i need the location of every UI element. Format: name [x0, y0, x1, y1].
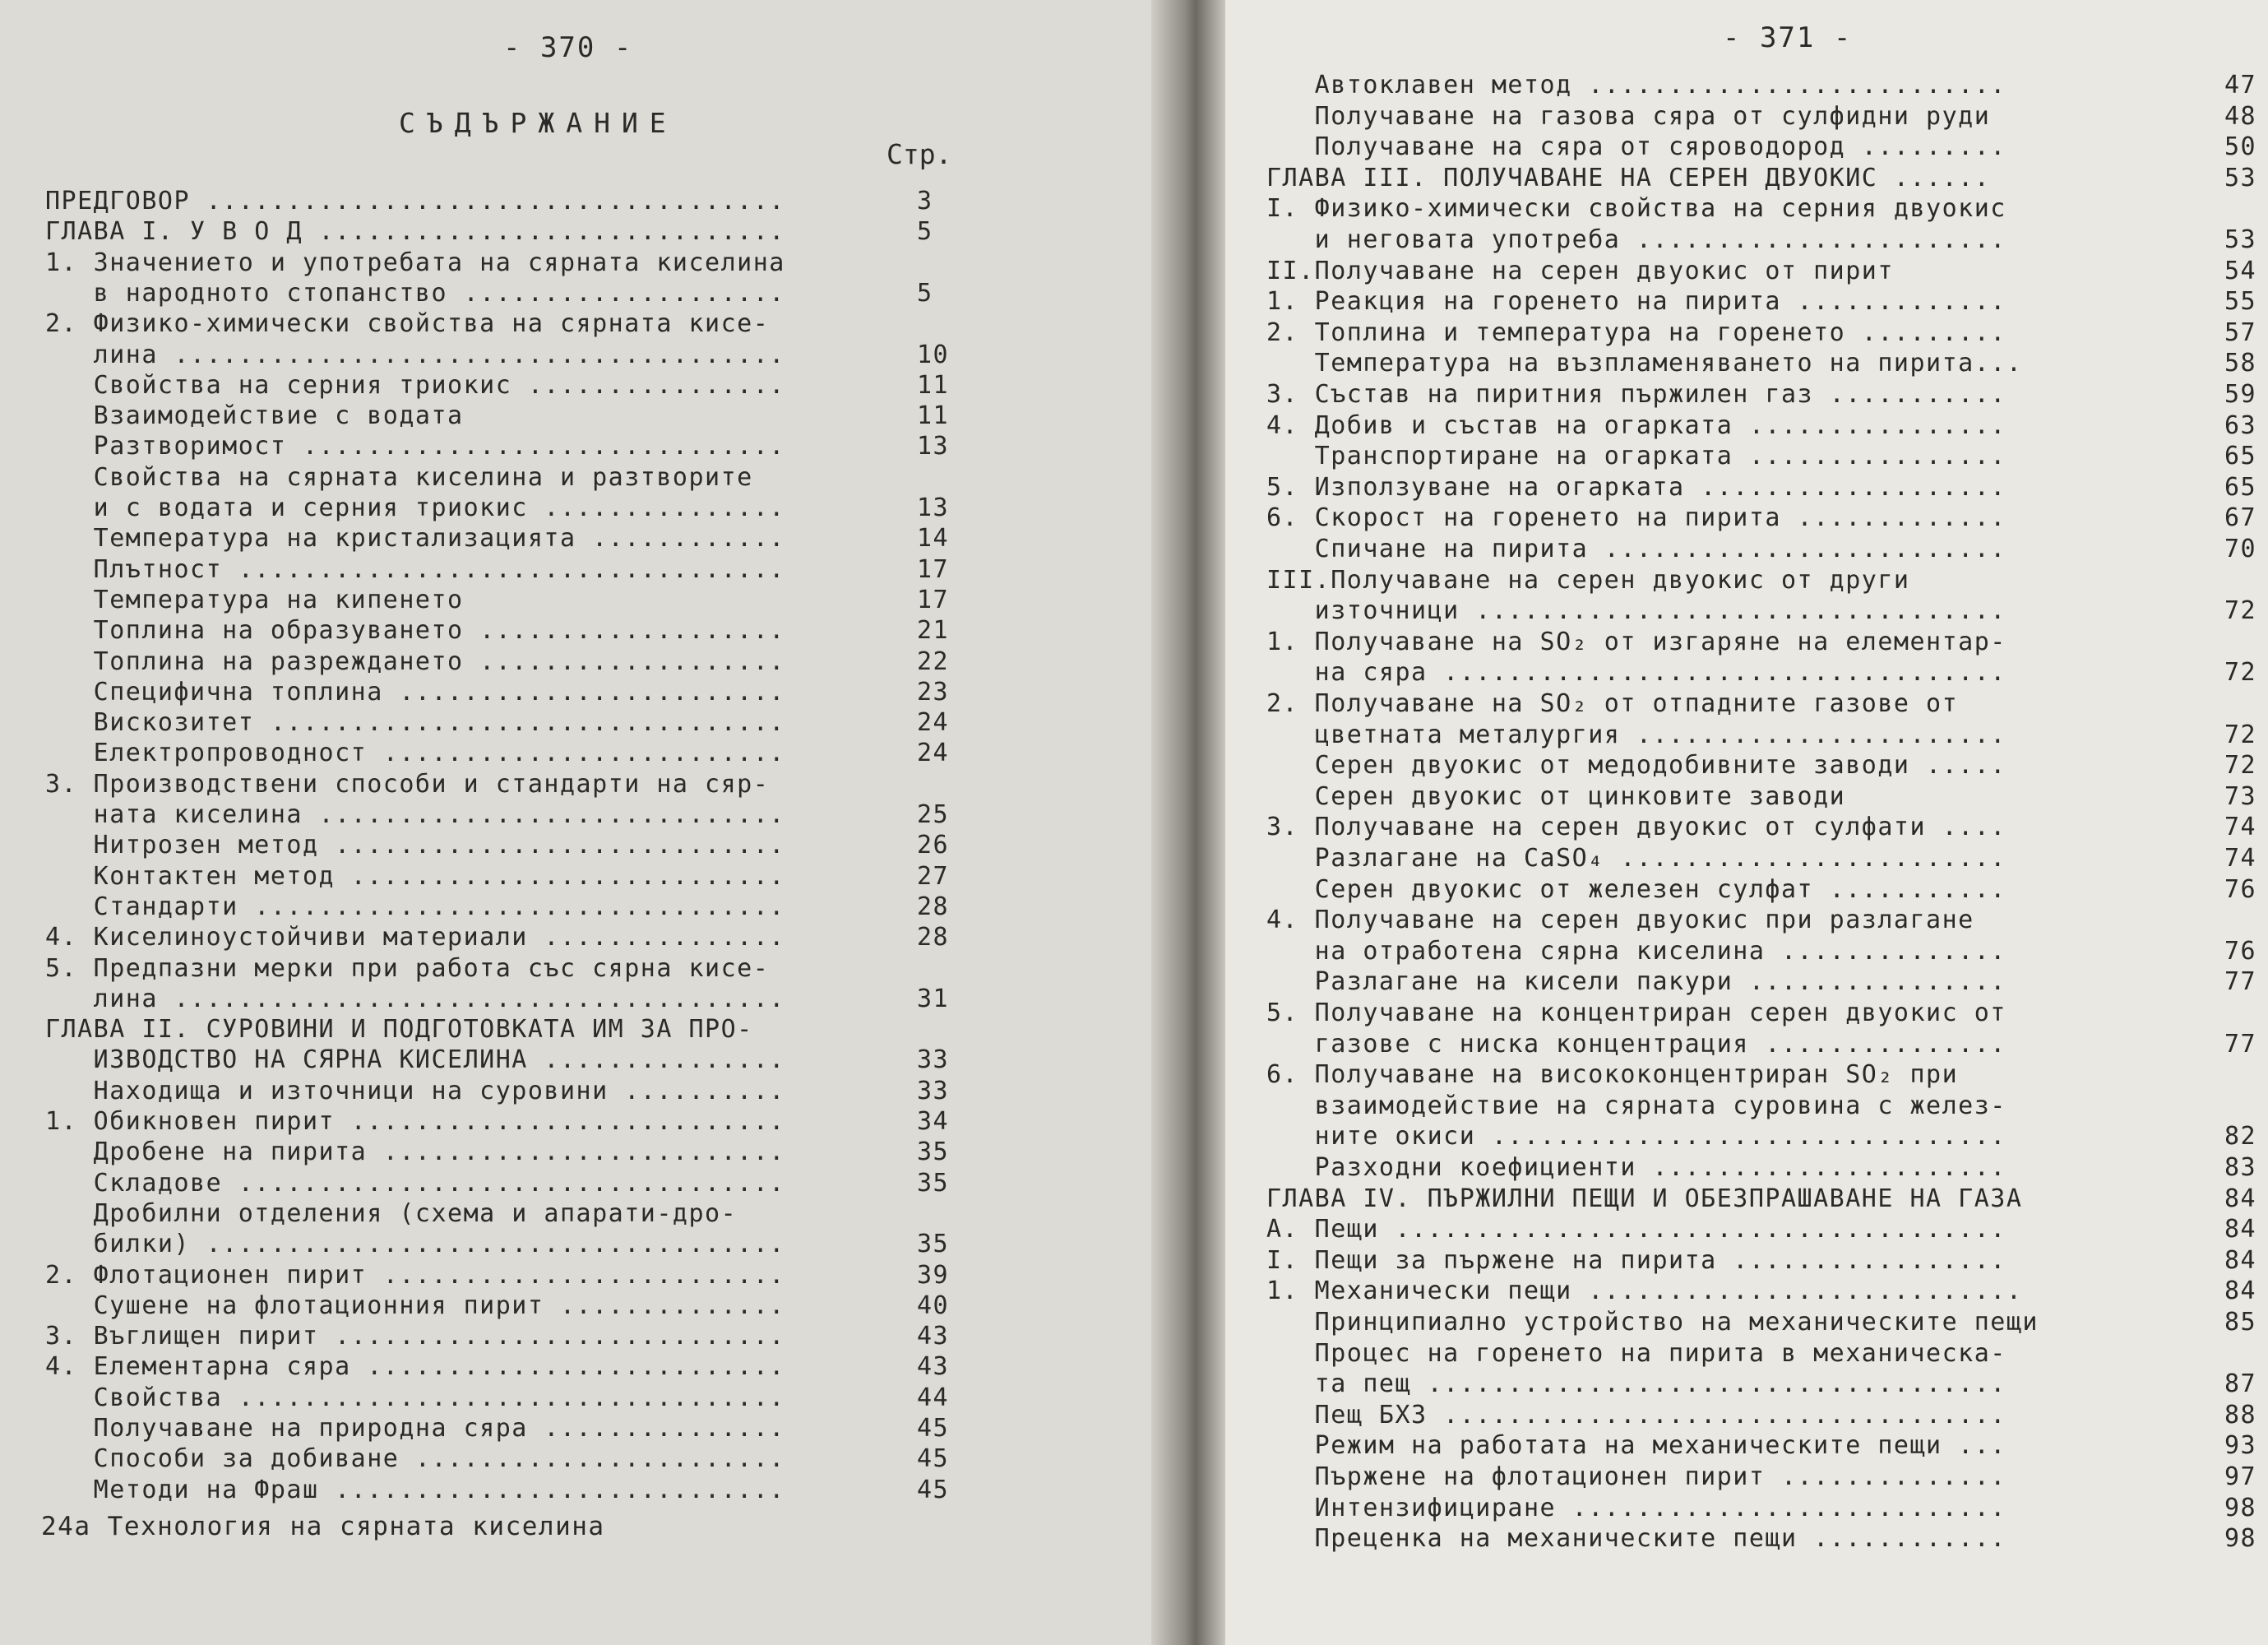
- toc-entry-title: III.Получаване на серен двуокис от други: [1266, 565, 1910, 595]
- toc-entry: [1266, 905, 2245, 936]
- page-title: СЪДЪРЖАНИЕ: [399, 107, 678, 139]
- toc-entry-title: Пържене на флотационен пирит ..............: [1266, 1462, 2006, 1491]
- toc-entry-title: II.Получаване на серен двуокис от пирит: [1266, 256, 1894, 285]
- toc-entry-page: 31: [917, 984, 950, 1013]
- toc-entry: [1266, 657, 2257, 688]
- toc-entry-page: 55: [2224, 287, 2257, 317]
- toc-entry-page: 76: [2224, 874, 2257, 904]
- toc-entry-title: Получаване на сяра от сяроводород .........: [1266, 132, 2006, 162]
- toc-entry: [45, 892, 974, 923]
- toc-entry-page: 28: [917, 923, 950, 952]
- toc-entry-page: 39: [917, 1260, 950, 1290]
- toc-entry: [1266, 1214, 2257, 1245]
- toc-entry-title: I. Пещи за пържене на пирита .................: [1266, 1245, 2006, 1275]
- toc-entry-page: 10: [917, 340, 950, 369]
- toc-entry-title: Разлагане на кисели пакури ................: [1266, 967, 2006, 997]
- toc-entry-page: 17: [917, 585, 950, 614]
- toc-entry-page: 63: [2224, 410, 2257, 440]
- toc-entry-page: 74: [2224, 813, 2257, 842]
- toc-entry-title: Контактен метод ...........................: [45, 861, 785, 891]
- toc-entry-title: 1. Реакция на горенето на пирита .............: [1266, 287, 2006, 317]
- toc-entry-title: Получаване на газова сяра от сулфидни руди: [1266, 101, 1991, 131]
- toc-entry-title: на отработена сярна киселина ..............: [1266, 936, 2006, 966]
- toc-entry-page: 97: [2224, 1462, 2257, 1491]
- toc-entry: [45, 1106, 974, 1138]
- toc-entry: [45, 1076, 974, 1107]
- toc-entry: [1266, 441, 2257, 472]
- toc-entry: [1266, 565, 2245, 596]
- toc-entry-page: 72: [2224, 658, 2257, 688]
- toc-entry-title: 5. Използуване на огарката ...................: [1266, 472, 2006, 502]
- toc-entry-page: 83: [2224, 1153, 2257, 1182]
- toc-entry-title: цветната металургия .......................: [1266, 720, 2006, 749]
- toc-entry-page: 77: [2224, 1029, 2257, 1059]
- toc-entry-page: 53: [2224, 163, 2257, 192]
- toc-entry-page: 5: [917, 278, 933, 308]
- toc-entry: [45, 370, 974, 401]
- toc-entry-page: 28: [917, 892, 950, 921]
- toc-entry: [1266, 1430, 2257, 1462]
- toc-entry-page: 54: [2224, 256, 2257, 285]
- toc-entry-page: 84: [2224, 1215, 2257, 1244]
- toc-entry: [45, 216, 974, 248]
- book-gutter: [1151, 0, 1225, 1645]
- toc-entry: [1266, 1184, 2257, 1215]
- toc-entry-page: 34: [917, 1107, 950, 1136]
- toc-entry-title: Дробилни отделения (схема и апарати-дро-: [45, 1198, 738, 1228]
- toc-entry-page: 98: [2224, 1493, 2257, 1522]
- toc-entry: [45, 738, 974, 769]
- toc-entry-title: лина ......................................: [45, 340, 785, 369]
- toc-entry-title: 4. Получаване на серен двуокис при разлагане: [1266, 906, 1974, 935]
- toc-entry: [45, 984, 974, 1015]
- toc-entry-page: 57: [2224, 317, 2257, 347]
- toc-entry: [1266, 998, 2245, 1029]
- toc-entry: [1266, 379, 2257, 410]
- toc-entry-page: 84: [2224, 1277, 2257, 1306]
- toc-entry-page: 40: [917, 1291, 950, 1320]
- toc-entry: [45, 769, 974, 800]
- toc-entry-page: 11: [917, 401, 950, 431]
- toc-entry: [45, 1045, 974, 1076]
- toc-entry: [1266, 1493, 2257, 1524]
- toc-entry: [1266, 1091, 2245, 1122]
- toc-entry: [1266, 720, 2257, 751]
- toc-entry-title: ната киселина .............................: [45, 800, 785, 829]
- toc-entry: [45, 554, 974, 586]
- toc-entry: [45, 186, 974, 217]
- toc-entry-title: 4. Елементарна сяра ..........................: [45, 1352, 785, 1382]
- toc-entry-title: 2. Физико-химически свойства на сярната кисе-: [45, 309, 770, 339]
- toc-entry: [45, 1443, 974, 1475]
- toc-entry-title: Топлина на образуването ...................: [45, 616, 785, 646]
- toc-entry-page: 13: [917, 432, 950, 461]
- toc-entry-page: 24: [917, 708, 950, 738]
- toc-entry-title: Находища и източници на суровини ..........: [45, 1076, 785, 1105]
- toc-entry-title: 5. Получаване на концентриран серен двуокис от: [1266, 999, 2006, 1027]
- toc-entry-page: 45: [917, 1414, 950, 1443]
- toc-entry: [1266, 225, 2257, 256]
- toc-entry-title: ГЛАВА IV. ПЪРЖИЛНИ ПЕЩИ И ОБЕЗПРАШАВАНЕ НА ГАЗА: [1266, 1184, 2023, 1213]
- toc-entry-title: 2. Флотационен пирит .........................: [45, 1260, 785, 1290]
- toc-entry-title: Взаимодействие с водата: [45, 401, 464, 431]
- toc-entry: [1266, 1029, 2257, 1060]
- toc-entry-title: Свойства на сярната киселина и разтворите: [45, 462, 753, 492]
- toc-entry-title: Разлагане на CaSO₄ ........................: [1266, 844, 2006, 873]
- toc-entry-title: Свойства ..................................: [45, 1383, 785, 1412]
- toc-entry: [45, 1475, 974, 1506]
- toc-entry: [1266, 1338, 2245, 1369]
- toc-entry-page: 70: [2224, 535, 2257, 563]
- toc-entry: [45, 431, 974, 462]
- toc-entry-title: ГЛАВА I. У В О Д .............................: [45, 217, 785, 247]
- toc-entry-page: 67: [2224, 503, 2257, 533]
- toc-entry: [45, 1291, 974, 1322]
- toc-entry: [45, 278, 974, 309]
- toc-entry-page: 76: [2224, 936, 2257, 966]
- toc-entry: [1266, 750, 2257, 781]
- toc-entry-title: 2. Топлина и температура на горенето .........: [1266, 317, 2006, 347]
- footer-note: 24а Технология на сярната киселина: [41, 1512, 605, 1541]
- toc-entry: [45, 493, 974, 524]
- toc-entry-page: 25: [917, 800, 950, 829]
- toc-entry: [45, 340, 974, 371]
- toc-entry-title: 1. Обикновен пирит ...........................: [45, 1107, 785, 1136]
- toc-entry: [1266, 874, 2257, 906]
- toc-entry-title: ГЛАВА II. СУРОВИНИ И ПОДГОТОВКАТА ИМ ЗА ПРО-: [45, 1015, 753, 1045]
- toc-entry: [1266, 70, 2257, 101]
- toc-entry: [45, 799, 974, 831]
- toc-entry: [45, 1383, 974, 1414]
- toc-entry-title: Режим на работата на механическите пещи ...: [1266, 1431, 2006, 1461]
- toc-entry-page: 77: [2224, 967, 2257, 997]
- toc-entry-title: 3. Производствени способи и стандарти на сяр-: [45, 769, 770, 799]
- toc-entry: [45, 707, 974, 739]
- toc-entry-page: 65: [2224, 442, 2257, 471]
- toc-entry-title: Серен двуокис от железен сулфат ...........: [1266, 874, 2006, 904]
- toc-entry-title: та пещ ....................................: [1266, 1369, 2006, 1399]
- right-page: [1209, 0, 2268, 1645]
- toc-entry-page: 88: [2224, 1400, 2257, 1430]
- toc-entry: [1266, 966, 2257, 998]
- toc-entry: [45, 677, 974, 708]
- toc-entry-title: 6. Получаване на висококонцентриран SO₂ при: [1266, 1060, 1959, 1090]
- toc-entry-title: газове с ниска концентрация ...............: [1266, 1029, 2006, 1059]
- toc-entry-page: 27: [917, 861, 950, 891]
- toc-entry-page: 72: [2224, 751, 2257, 781]
- toc-entry-title: 3. Въглищен пирит ............................: [45, 1322, 785, 1351]
- toc-entry: [1266, 163, 2257, 194]
- toc-entry: [1266, 1400, 2257, 1431]
- toc-entry-page: 11: [917, 370, 950, 400]
- toc-entry-title: Температура на кристализацията ............: [45, 524, 785, 554]
- toc-entry-page: 14: [917, 524, 950, 554]
- toc-entry-title: Сушене на флотационния пирит ..............: [45, 1291, 785, 1320]
- page-number: - 371 -: [1723, 21, 1853, 54]
- toc-entry-page: 17: [917, 554, 950, 584]
- toc-entry-title: Плътност ..................................: [45, 554, 785, 584]
- toc-entry-page: 35: [917, 1168, 950, 1198]
- toc-entry-title: 2. Получаване на SO₂ от отпадните газове от: [1266, 689, 1959, 718]
- toc-entry-page: 3: [917, 187, 933, 215]
- toc-entry: [1266, 1276, 2257, 1307]
- toc-entry-title: Свойства на серния триокис ................: [45, 370, 785, 400]
- toc-entry-title: Процес на горенето на пирита в механическа-: [1266, 1338, 2006, 1368]
- toc-entry-page: 47: [2224, 71, 2257, 100]
- toc-entry-page: 33: [917, 1076, 950, 1105]
- toc-entry-page: 13: [917, 494, 950, 522]
- toc-entry: [45, 615, 974, 646]
- toc-entry-title: Електропроводност .........................: [45, 739, 785, 768]
- toc-entry: [45, 1413, 974, 1444]
- toc-entry-page: 45: [917, 1444, 950, 1474]
- toc-entry-title: 5. Предпазни мерки при работа със сярна кисе-: [45, 953, 770, 983]
- toc-entry: [1266, 286, 2257, 317]
- toc-entry: [1266, 1307, 2257, 1338]
- toc-entry-page: 72: [2224, 720, 2257, 749]
- toc-entry-title: ните окиси ................................: [1266, 1122, 2006, 1152]
- toc-entry-title: лина ......................................: [45, 984, 785, 1013]
- toc-entry: [1266, 812, 2257, 843]
- page-number: - 370 -: [503, 31, 633, 64]
- toc-entry: [45, 462, 974, 494]
- toc-entry-title: Температура на възпламеняването на пирита...: [1266, 349, 2023, 378]
- toc-entry-title: Нитрозен метод ............................: [45, 831, 785, 860]
- toc-entry: [1266, 132, 2257, 163]
- toc-entry: [1266, 534, 2257, 565]
- toc-entry-title: Транспортиране на огарката ................: [1266, 442, 2006, 471]
- toc-entry-page: 44: [917, 1383, 950, 1412]
- toc-entry-page: 21: [917, 616, 950, 646]
- toc-entry-title: 1. Механически пещи ...........................: [1266, 1277, 2023, 1306]
- toc-entry: [45, 523, 974, 554]
- toc-entry-page: 24: [917, 739, 950, 768]
- toc-entry: [1266, 595, 2257, 627]
- toc-entry-title: 4. Добив и състав на огарката ................: [1266, 410, 2006, 440]
- toc-entry-title: 6. Скорост на горенето на пирита .............: [1266, 503, 2006, 533]
- toc-entry: [45, 1198, 974, 1230]
- toc-entry-title: Методи на Фраш ............................: [45, 1475, 785, 1504]
- toc-entry: [45, 953, 974, 985]
- toc-entry: [1266, 348, 2257, 379]
- toc-entry: [1266, 317, 2257, 349]
- toc-entry-page: 59: [2224, 380, 2257, 409]
- toc-entry-page: 73: [2224, 781, 2257, 811]
- toc-entry-page: 84: [2224, 1245, 2257, 1275]
- toc-entry: [45, 1351, 974, 1383]
- toc-entry-page: 58: [2224, 349, 2257, 378]
- toc-entry: [1266, 781, 2257, 813]
- toc-entry-title: и с водата и серния триокис ...............: [45, 494, 785, 522]
- toc-entry-title: 3. Състав на пиритния пържилен газ ...........: [1266, 380, 2006, 409]
- toc-entry-title: Серен двуокис от медодобивните заводи .....: [1266, 751, 2006, 781]
- toc-entry-page: 50: [2224, 132, 2257, 162]
- toc-entry-title: източници .................................: [1266, 596, 2006, 626]
- toc-entry: [45, 1168, 974, 1199]
- toc-entry-title: ГЛАВА III. ПОЛУЧАВАНЕ НА СЕРЕН ДВУОКИС ......: [1266, 163, 1991, 192]
- toc-entry-page: 84: [2224, 1184, 2257, 1213]
- toc-entry: [1266, 1462, 2257, 1493]
- toc-entry-page: 72: [2224, 596, 2257, 626]
- toc-entry-page: 48: [2224, 101, 2257, 131]
- toc-entry-page: 35: [917, 1138, 950, 1167]
- toc-entry: [45, 830, 974, 861]
- toc-entry-title: Принципиално устройство на механическите пещи: [1266, 1308, 2039, 1337]
- toc-entry-title: 4. Киселиноустойчиви материали ...............: [45, 923, 785, 952]
- toc-entry-page: 53: [2224, 225, 2257, 254]
- toc-entry-title: Способи за добиване .......................: [45, 1444, 785, 1474]
- toc-entry-page: 93: [2224, 1431, 2257, 1461]
- toc-entry-title: Разходни коефициенти ......................: [1266, 1153, 2006, 1182]
- toc-entry-title: Разтворимост ..............................: [45, 432, 785, 461]
- toc-entry-page: 98: [2224, 1524, 2257, 1554]
- toc-entry: [1266, 1369, 2257, 1400]
- toc-entry-page: 87: [2224, 1369, 2257, 1399]
- toc-entry: [1266, 1152, 2257, 1184]
- toc-entry-page: 45: [917, 1475, 950, 1504]
- toc-entry: [1266, 472, 2257, 503]
- toc-entry: [45, 1229, 974, 1260]
- toc-entry-title: Получаване на природна сяра ...............: [45, 1414, 785, 1443]
- toc-entry: [1266, 410, 2257, 442]
- toc-entry: [45, 646, 974, 678]
- toc-entry: [1266, 1059, 2245, 1091]
- toc-entry: [1266, 1121, 2257, 1152]
- toc-entry: [45, 1260, 974, 1291]
- toc-entry-title: Пещ БХЗ ...................................: [1266, 1400, 2006, 1430]
- toc-entry-title: 3. Получаване на серен двуокис от сулфати ....: [1266, 813, 2006, 842]
- toc-entry-title: билки) ....................................: [45, 1230, 785, 1259]
- toc-entry-page: 82: [2224, 1122, 2257, 1152]
- toc-entry-title: Дробене на пирита .........................: [45, 1138, 785, 1167]
- toc-entry: [1266, 843, 2257, 874]
- toc-entry: [45, 308, 974, 340]
- toc-entry-title: Температура на кипенето: [45, 585, 464, 614]
- toc-entry-title: Вискозитет ................................: [45, 708, 785, 738]
- toc-entry: [45, 861, 974, 892]
- toc-entry-title: Автоклавен метод ..........................: [1266, 71, 2006, 100]
- toc-entry: [1266, 1523, 2257, 1555]
- toc-entry-title: и неговата употреба .......................: [1266, 225, 2006, 254]
- toc-entry-title: Стандарти .................................: [45, 892, 785, 921]
- toc-entry: [1266, 627, 2245, 658]
- toc-entry-title: на сяра ...................................: [1266, 658, 2006, 688]
- toc-entry: [1266, 1245, 2257, 1277]
- toc-entry-title: А. Пещи ......................................: [1266, 1215, 2006, 1244]
- toc-entry: [1266, 503, 2257, 534]
- toc-entry: [45, 922, 974, 953]
- toc-entry: [1266, 256, 2257, 287]
- toc-entry-title: Преценка на механическите пещи ............: [1266, 1524, 2006, 1554]
- toc-entry: [45, 1014, 974, 1045]
- toc-entry-page: 65: [2224, 472, 2257, 502]
- toc-entry-page: 33: [917, 1045, 950, 1075]
- toc-entry: [45, 1321, 974, 1352]
- toc-entry-title: в народното стопанство ....................: [45, 278, 785, 308]
- toc-entry-title: Специфична топлина ........................: [45, 677, 785, 707]
- toc-entry-title: взаимодействие на сярната суровина с желез-: [1266, 1091, 2006, 1120]
- toc-entry: [1266, 936, 2257, 967]
- page-column-label: Стр.: [886, 138, 952, 170]
- toc-entry-page: 74: [2224, 844, 2257, 873]
- toc-entry-title: ИЗВОДСТВО НА СЯРНА КИСЕЛИНА ...............: [45, 1045, 785, 1075]
- toc-entry: [1266, 193, 2245, 225]
- toc-entry-title: Спичане на пирита .........................: [1266, 535, 2006, 563]
- toc-entry-page: 43: [917, 1322, 950, 1351]
- toc-entry: [1266, 101, 2257, 132]
- toc-entry: [45, 1137, 974, 1168]
- toc-entry-title: Складове ..................................: [45, 1168, 785, 1198]
- toc-entry: [1266, 688, 2245, 720]
- toc-entry: [45, 585, 974, 616]
- toc-entry-title: Топлина на разреждането ...................: [45, 646, 785, 676]
- toc-entry-title: Интензифициране ...........................: [1266, 1493, 2006, 1522]
- toc-entry-page: 22: [917, 646, 950, 676]
- toc-entry-page: 35: [917, 1230, 950, 1259]
- toc-entry-title: ПРЕДГОВОР ....................................: [45, 187, 785, 215]
- toc-entry: [45, 248, 974, 279]
- toc-entry: [45, 401, 974, 432]
- toc-entry-page: 43: [917, 1352, 950, 1382]
- toc-entry-title: I. Физико-химически свойства на серния двуокис: [1266, 194, 2006, 224]
- toc-entry-page: 23: [917, 677, 950, 707]
- toc-entry-title: Серен двуокис от цинковите заводи: [1266, 781, 1846, 811]
- toc-entry-page: 26: [917, 831, 950, 860]
- toc-entry-page: 5: [917, 217, 933, 247]
- toc-entry-title: 1. Значението и употребата на сярната киселина: [45, 248, 785, 277]
- toc-entry-page: 85: [2224, 1308, 2257, 1337]
- toc-entry-title: 1. Получаване на SO₂ от изгаряне на елементар-: [1266, 627, 2006, 656]
